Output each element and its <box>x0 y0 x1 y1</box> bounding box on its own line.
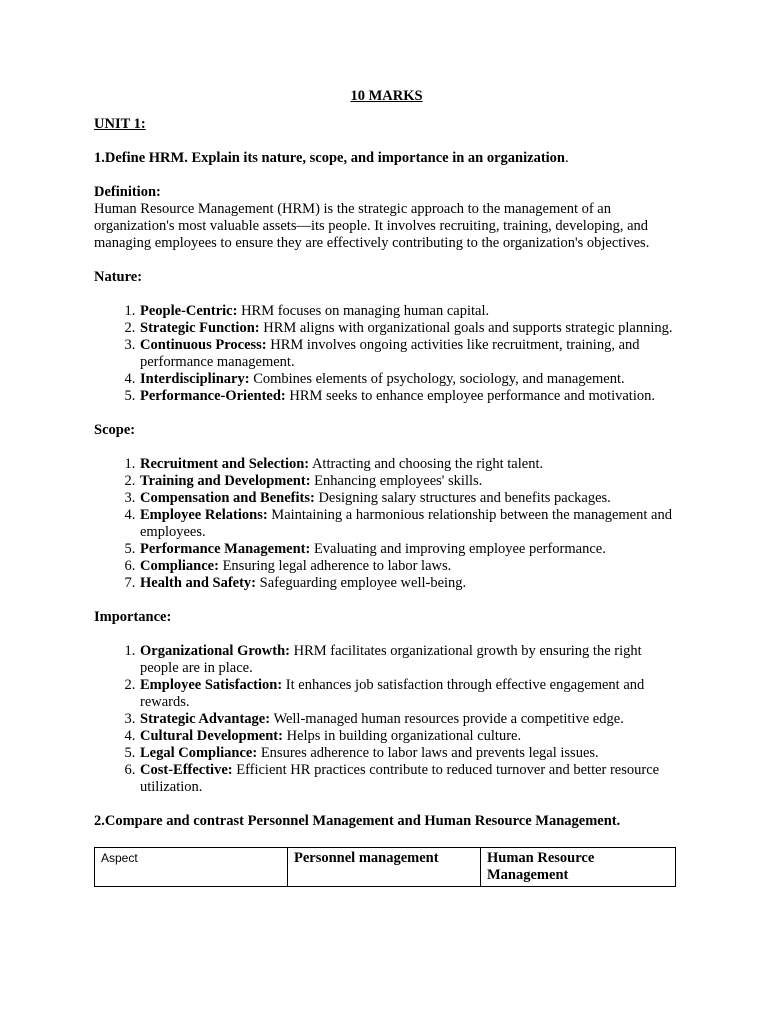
nature-label: Nature: <box>94 269 143 285</box>
table-header-hrm: Human Resource Management <box>481 848 676 887</box>
list-item: 7. Health and Safety: Safeguarding employee well-being. <box>139 575 679 592</box>
list-item: 4. Cultural Development: Helps in building organizational culture. <box>139 728 679 745</box>
list-item: 2. Training and Development: Enhancing employees' skills. <box>139 473 679 490</box>
table-header-row <box>95 848 676 887</box>
list-item: 2. Strategic Function: HRM aligns with organizational goals and supports strategic planning. <box>139 320 679 337</box>
question-1-prefix: 1. <box>94 150 105 166</box>
list-item: 2. Employee Satisfaction: It enhances job satisfaction through effective engagement and rewards. <box>139 677 679 711</box>
definition-label: Definition: <box>94 184 161 200</box>
question-1 <box>94 150 679 167</box>
comparison-table <box>94 847 676 887</box>
list-item: 3. Strategic Advantage: Well-managed human resources provide a competitive edge. <box>139 711 679 728</box>
question-1-text: Define HRM. Explain its nature, scope, and importance in an organization <box>104 150 565 166</box>
definition-text: Human Resource Management (HRM) is the strategic approach to the management of an organization's most valuable assets—its people. It involves recruiting, training, developing, and managing employees to ensure they are effectively contributing to the organization's objectives. <box>94 201 650 251</box>
question-2 <box>94 813 679 830</box>
importance-list <box>94 643 679 796</box>
question-2-text: 2.Compare and contrast Personnel Management and Human Resource Management <box>94 813 617 829</box>
list-item: 3. Compensation and Benefits: Designing salary structures and benefits packages. <box>139 490 679 507</box>
scope-list <box>94 456 679 592</box>
list-item: 6. Compliance: Ensuring legal adherence to labor laws. <box>139 558 679 575</box>
table-header-aspect: Aspect <box>95 848 288 887</box>
nature-list <box>94 303 679 405</box>
list-item: 4. Employee Relations: Maintaining a harmonious relationship between the management and employees. <box>139 507 679 541</box>
question-2-period: . <box>616 813 621 829</box>
question-1-period: . <box>565 150 569 166</box>
table-header-personnel: Personnel management <box>288 848 481 887</box>
page-title: 10 MARKS <box>350 88 423 104</box>
list-item: 1. Organizational Growth: HRM facilitates organizational growth by ensuring the right people are in place. <box>139 643 679 677</box>
unit-heading: UNIT 1: <box>94 116 146 132</box>
importance-label: Importance: <box>94 609 172 625</box>
list-item: 1. Recruitment and Selection: Attracting and choosing the right talent. <box>139 456 679 473</box>
list-item: 5. Performance Management: Evaluating and improving employee performance. <box>139 541 679 558</box>
list-item: 5. Performance-Oriented: HRM seeks to enhance employee performance and motivation. <box>139 388 679 405</box>
list-item: 5. Legal Compliance: Ensures adherence to labor laws and prevents legal issues. <box>139 745 679 762</box>
scope-label: Scope: <box>94 422 136 438</box>
list-item: 4. Interdisciplinary: Combines elements of psychology, sociology, and management. <box>139 371 679 388</box>
list-item: 6. Cost-Effective: Efficient HR practices contribute to reduced turnover and better resource utilization. <box>139 762 679 796</box>
list-item: 3. Continuous Process: HRM involves ongoing activities like recruitment, training, and performance management. <box>139 337 679 371</box>
list-item: 1. People-Centric: HRM focuses on managing human capital. <box>139 303 679 320</box>
document-body <box>94 88 679 887</box>
